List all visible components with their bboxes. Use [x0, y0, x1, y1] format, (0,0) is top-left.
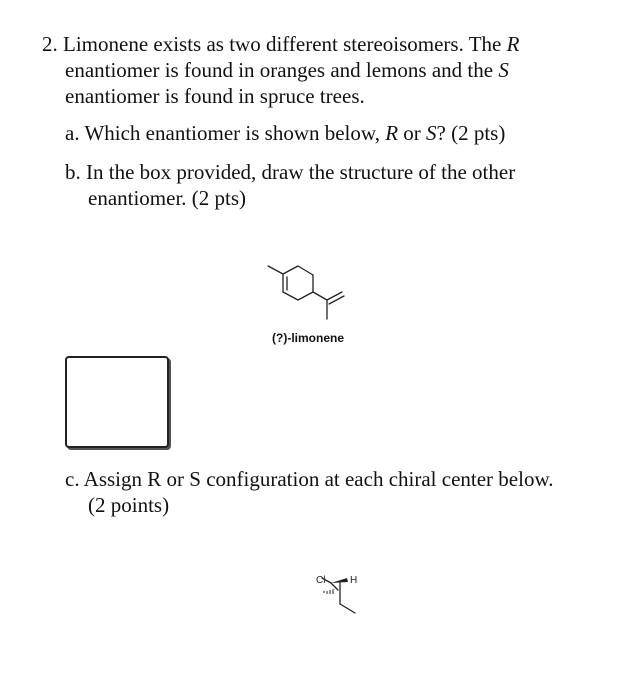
chiral-bond — [340, 604, 355, 613]
part-c-text-2: (2 points) — [88, 493, 170, 517]
part-a-italic-s: S — [426, 121, 437, 145]
part-c-label: c. — [65, 467, 80, 491]
part-a-text: Which enantiomer is shown below, — [84, 121, 386, 145]
question-intro-text-3: enantiomer is found in spruce trees. — [65, 84, 365, 108]
chiral-bond — [331, 583, 338, 590]
question-number: 2. — [42, 32, 58, 56]
italic-r-label: R — [506, 32, 520, 56]
italic-s-label: S — [498, 58, 509, 82]
wedge-bond — [331, 578, 348, 583]
part-a-label: a. — [65, 121, 80, 145]
chlorine-atom-label: Cl — [316, 575, 326, 586]
part-b-label: b. — [65, 160, 81, 184]
limonene-caption: (?)-limonene — [272, 331, 344, 345]
question-intro-text-2: enantiomer is found in oranges and lemons and the — [65, 58, 499, 82]
part-a-italic-r: R — [385, 121, 399, 145]
part-a-or: or — [398, 121, 427, 145]
part-c-text-1: Assign R or S configuration at each chiral center below. — [83, 467, 554, 491]
part-a-points: ? (2 pts) — [436, 121, 506, 145]
part-b-text-1: In the box provided, draw the structure of the other — [86, 160, 516, 184]
question-intro-text-1: Limonene exists as two different stereoisomers. The — [63, 32, 507, 56]
hydrogen-atom-label: H — [350, 575, 358, 586]
part-b-text-2: enantiomer. (2 pts) — [88, 186, 247, 210]
